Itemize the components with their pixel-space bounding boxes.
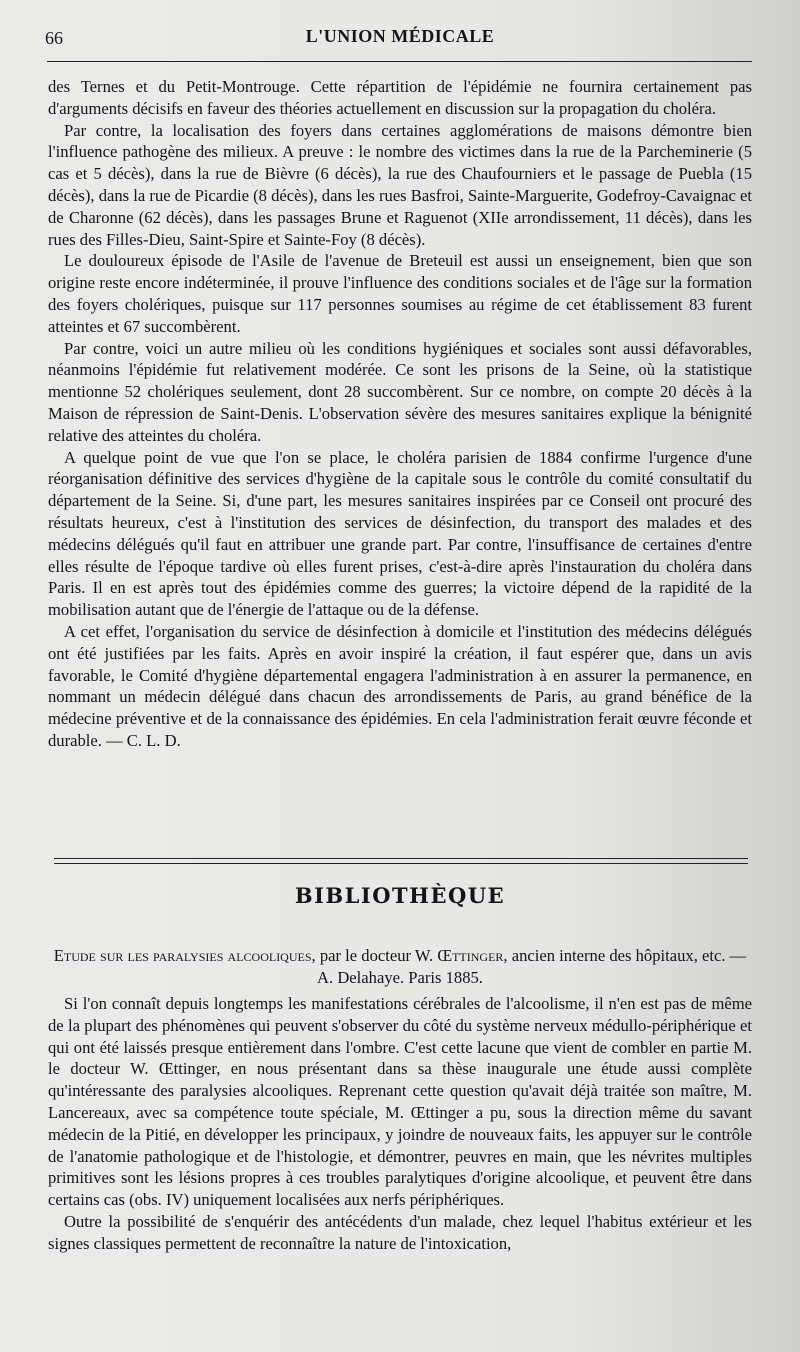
review-title-work: Etude sur les paralysies alcooliques, xyxy=(53,946,316,965)
article-paragraph: des Ternes et du Petit-Montrouge. Cette répartition de l'épidémie ne fournira certainement pas d'arguments décisifs en faveur des théories actuellement en discussion sur la propagation du choléra. xyxy=(48,77,752,118)
article-paragraph: A cet effet, l'organisation du service de désinfection à domicile et l'institution des médecins délégués ont été justifiées par les faits. Après en avoir inspiré la création, il faut espérer que, dans un avis favorable, le Comité d'hygiène départemental engagera l'administration à en assurer la permanence, en nommant un médecin délégué dans chacun des arrondissements de Paris, au grand bénéfice de la médecine préventive et de la connaissance des épidémies. En cela l'administration ferait œuvre féconde et durable. — C. L. D. xyxy=(48,621,752,750)
journal-title: L'UNION MÉDICALE xyxy=(305,26,495,46)
header-rule xyxy=(47,61,752,62)
page-header xyxy=(0,24,800,58)
section-divider xyxy=(54,858,748,864)
review-paragraph: Si l'on connaît depuis longtemps les manifestations cérébrales de l'alcoolisme, il n'en est pas de même de la plupart des phénomènes qui peuvent s'observer du côté du système nerveux médullo-périphérique et qui ont été laissés presque entièrement dans l'ombre. C'est cette lacune que vient de combler en partie M. le docteur W. Œttinger, en nous présentant dans sa thèse inaugurale une étude aussi complète qu'intéressante des paralysies alcooliques. Reprenant cette question qu'avait déjà traitée son maître, M. Lancereaux, avec sa compétence toute spéciale, M. Œttinger a pu, sous la direction même du savant médecin de la Pitié, en développer les principaux, y joindre de nouveaux faits, les appuyer sur le contrôle de l'anatomie pathologique et de l'histologie, et démontrer, peuvres en main, que les névrites multiples primitives sont les lésions propres à ces troubles paralytiques d'origine alcoolique, et peuvent être dans certains cas (obs. IV) uniquement localisées aux nerfs périphériques. xyxy=(48,994,752,1210)
article-paragraph: A quelque point de vue que l'on se place, le choléra parisien de 1884 confirme l'urgence d'une réorganisation définitive des services d'hygiène de la capitale sous le contrôle du comité consultatif du département de la Seine. Si, d'une part, les mesures sanitaires inspirées par ce Conseil ont procuré des résultats heureux, c'est à l'institution des services de désinfection, du transport des malades et des médecins délégués qu'il faut en attribuer une grande part. Par contre, l'insuffisance de certaines d'entre elles résulte de l'époque tardive où elles furent prises, c'est-à-dire après l'instauration du choléra dans Paris. Il en est après tout des épidémies comme des guerres; la victoire dépend de la rapidité de la mobilisation autant que de l'énergie de l'attaque ou de la défense. xyxy=(48,447,752,620)
page-number: 66 xyxy=(45,28,63,48)
review-author: Œttinger xyxy=(437,946,504,965)
review-title-by: par le docteur W. xyxy=(315,946,438,965)
review-title-publisher: , ancien interne des hôpitaux, etc. — A. Delahaye. Paris 1885. xyxy=(317,946,747,987)
article-body xyxy=(48,76,752,752)
section-heading: BIBLIOTHÈQUE xyxy=(294,883,506,908)
article-paragraph: Par contre, la localisation des foyers dans certaines agglomérations de maisons démontre bien l'influence pathogène des milieux. A preuve : le nombre des victimes dans la rue de la Parcheminerie (5 cas et 5 décès), dans la rue de Bièvre (6 décès), la rue des Chaufourniers et le passage de Puebla (15 décès), dans la rue de Picardie (8 décès), dans les rues Basfroi, Sainte-Marguerite, Godefroy-Cavaignac et de Charonne (62 décès), dans les passages Brune et Raguenot (XIIe arrondissement, 11 décès), dans les rues des Filles-Dieu, Saint-Spire et Sainte-Foy (8 décès). xyxy=(48,120,752,249)
review-paragraph: Outre la possibilité de s'enquérir des antécédents d'un malade, chez lequel l'habitus extérieur et les signes classiques permettent de reconnaître la nature de l'intoxication, xyxy=(48,1211,752,1253)
review-body xyxy=(48,993,752,1255)
article-paragraph: Le douloureux épisode de l'Asile de l'avenue de Breteuil est aussi un enseignement, bien que son origine reste encore indéterminée, il prouve l'influence des conditions sociales et de l'âge sur la formation des foyers cholériques, puisque sur 117 personnes soumises au régime de cet établissement 83 furent atteintes et 67 succombèrent. xyxy=(48,251,752,336)
review-title xyxy=(48,945,752,989)
article-paragraph: Par contre, voici un autre milieu où les conditions hygiéniques et sociales sont aussi défavorables, néanmoins l'épidémie fut relativement modérée. Ce sont les prisons de la Seine, où la statistique mentionne 52 cholériques seulement, dont 28 succombèrent. Sur ce nombre, on compte 20 décès à la Maison de répression de Saint-Denis. L'observation sévère des mesures sanitaires explique la bénignité relative des atteintes du choléra. xyxy=(48,338,752,445)
